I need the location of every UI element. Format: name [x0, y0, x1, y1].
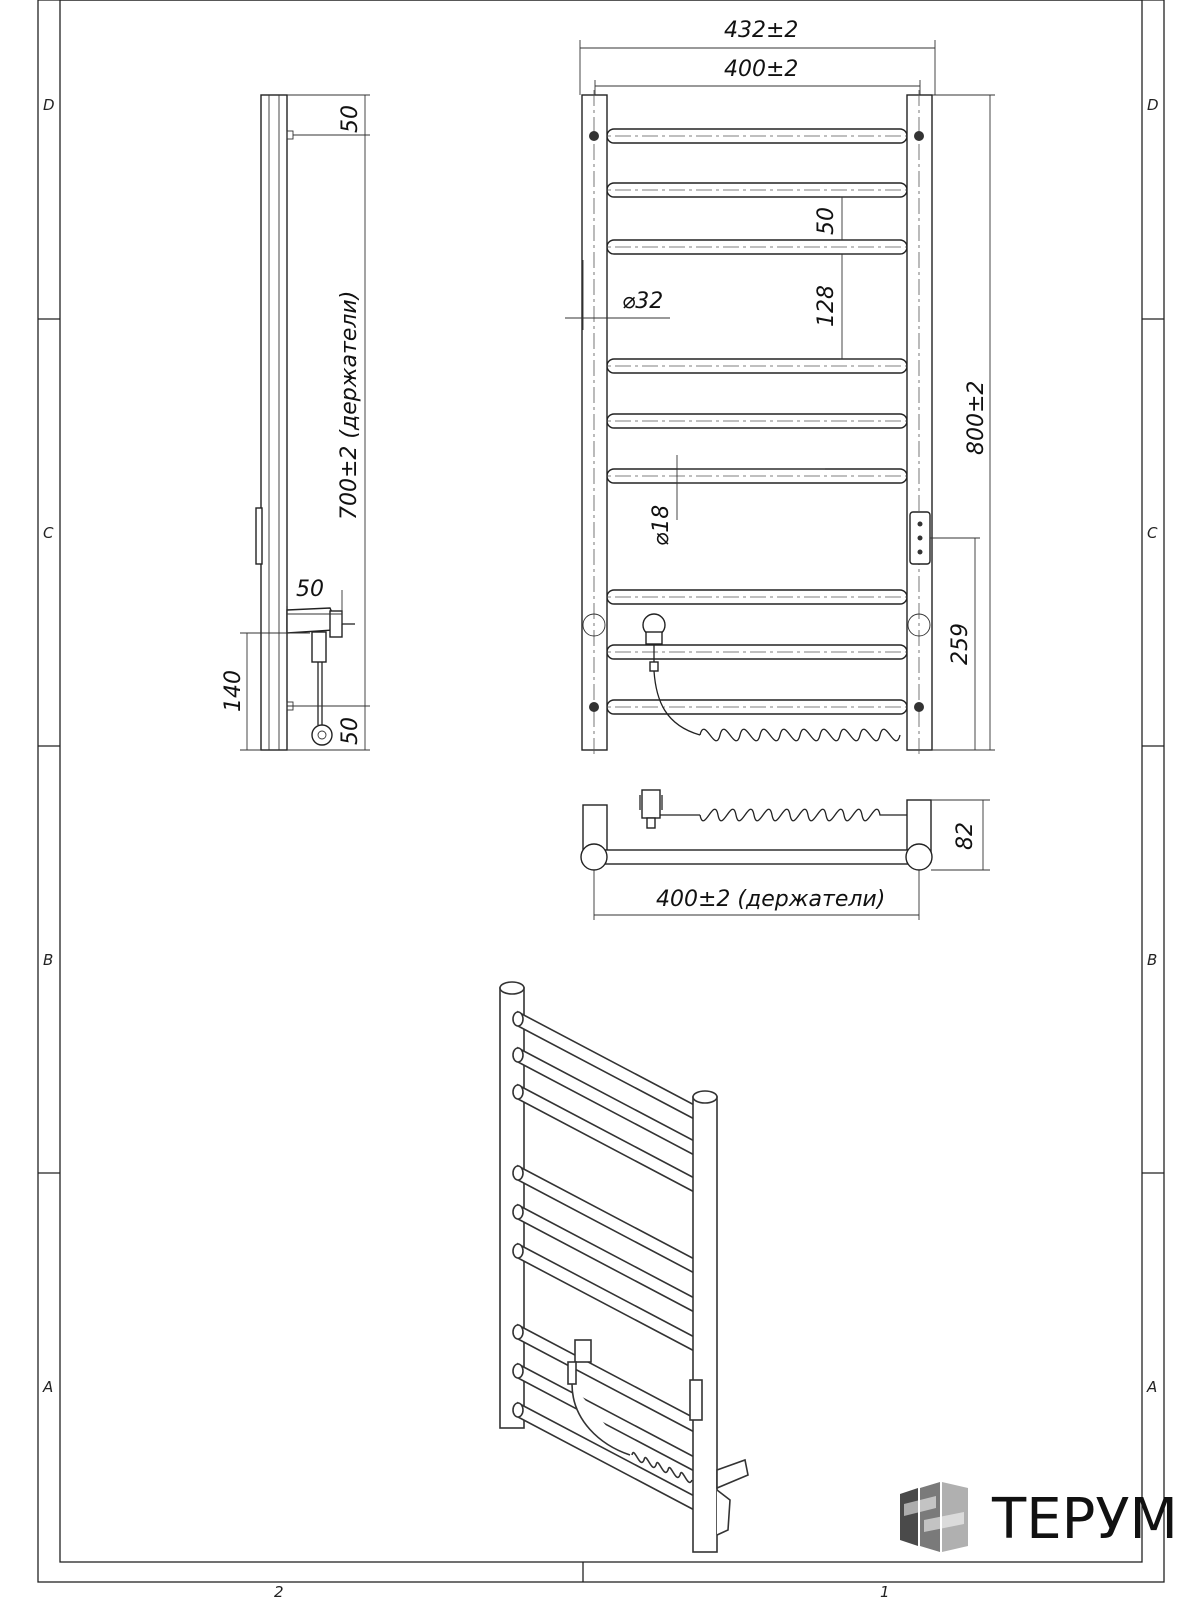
front-diam-rung: ⌀18	[649, 504, 674, 546]
top-rung	[600, 850, 912, 864]
front-top-pitch: 50	[814, 207, 839, 235]
side-controller	[256, 508, 262, 564]
front-left-tube	[582, 95, 607, 750]
zone-left-a: A	[43, 1378, 54, 1396]
side-vertical-tube	[261, 95, 287, 750]
zone-left-b: B	[43, 951, 54, 969]
side-bracket-depth: 50	[296, 577, 324, 602]
zone-right-d: D	[1147, 96, 1159, 114]
front-socket-height: 259	[948, 623, 973, 665]
terum-logo-icon	[900, 1482, 968, 1552]
front-right-tube	[907, 95, 932, 750]
top-depth: 82	[953, 822, 978, 850]
front-spiral-cable	[700, 729, 900, 741]
side-bottom-offset: 50	[338, 717, 363, 745]
brand-logo	[900, 1482, 1178, 1552]
zone-bottom-2: 2	[274, 1583, 284, 1600]
front-width-axes: 400±2	[724, 57, 799, 82]
zone-right-b: B	[1147, 951, 1158, 969]
front-rungs	[588, 129, 928, 714]
top-spiral-cable	[700, 809, 907, 821]
side-holders-height: 700±2 (держатели)	[337, 290, 362, 520]
zone-right-c: C	[1147, 524, 1158, 542]
front-height: 800±2	[964, 380, 989, 455]
front-pitch: 128	[814, 285, 839, 327]
zone-left-c: C	[43, 524, 54, 542]
isometric-view	[500, 982, 748, 1552]
side-view	[221, 95, 370, 750]
brand-name: ТЕРУМ	[992, 1487, 1178, 1552]
side-cable-height: 140	[221, 670, 246, 712]
zone-bottom-1: 1	[880, 1583, 890, 1600]
front-view	[565, 18, 995, 755]
side-top-offset: 50	[338, 105, 363, 133]
zone-right-a: A	[1147, 1378, 1158, 1396]
zone-left-d: D	[43, 96, 55, 114]
front-width-overall: 432±2	[724, 18, 799, 43]
top-view	[581, 790, 990, 920]
front-diam-vertical: ⌀32	[622, 289, 664, 314]
top-holders-width: 400±2 (держатели)	[656, 887, 886, 912]
